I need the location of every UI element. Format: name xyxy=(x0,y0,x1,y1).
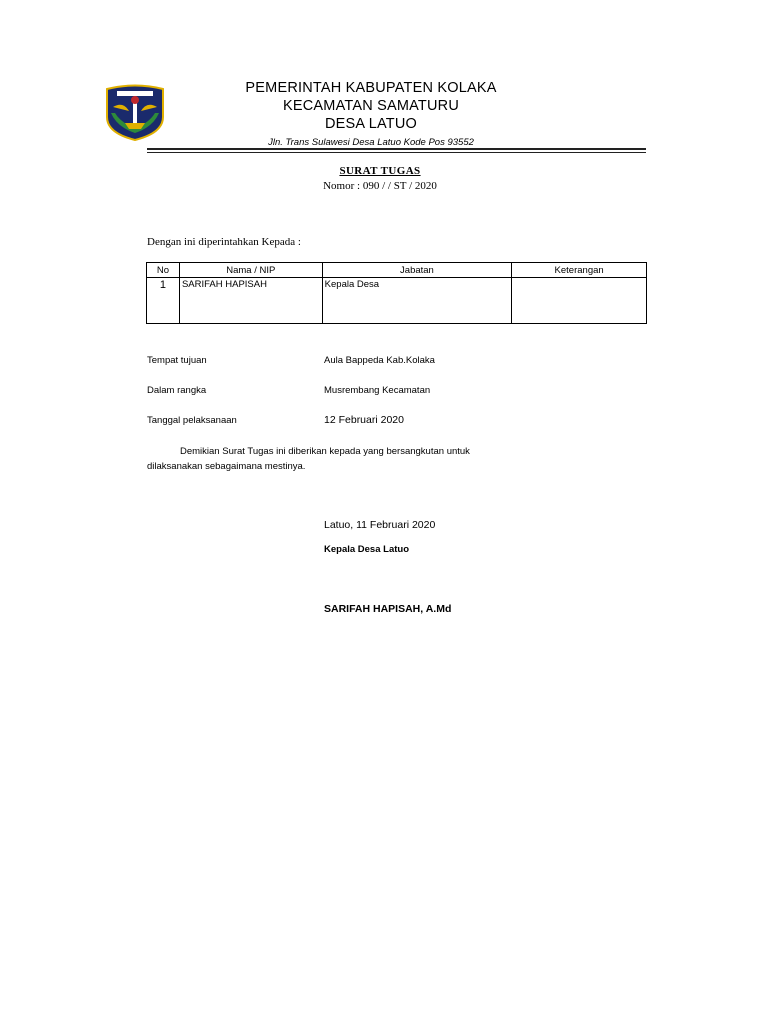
cell-no: 1 xyxy=(147,278,180,324)
detail-value-rangka: Musrembang Kecamatan xyxy=(324,385,431,396)
signature-place-date: Latuo, 11 Februari 2020 xyxy=(324,519,436,531)
kop-regency: PEMERINTAH KABUPATEN KOLAKA xyxy=(245,80,497,96)
intro-text: Dengan ini diperintahkan Kepada : xyxy=(147,236,301,248)
col-header-no: No xyxy=(147,263,180,278)
signature-position: Kepala Desa Latuo xyxy=(324,544,409,555)
assignee-table xyxy=(146,262,647,324)
col-header-nama: Nama / NIP xyxy=(179,263,322,278)
detail-value-tujuan: Aula Bappeda Kab.Kolaka xyxy=(324,355,435,366)
signature-name: SARIFAH HAPISAH, A.Md xyxy=(324,603,452,615)
detail-label-tanggal: Tanggal pelaksanaan xyxy=(147,415,237,426)
col-header-jabatan: Jabatan xyxy=(322,263,512,278)
closing-line-1: Demikian Surat Tugas ini diberikan kepada yang bersangkutan untuk xyxy=(180,446,470,457)
detail-value-tanggal: 12 Februari 2020 xyxy=(324,414,404,426)
kop-address: Jln. Trans Sulawesi Desa Latuo Kode Pos 93552 xyxy=(268,137,474,148)
detail-label-rangka: Dalam rangka xyxy=(147,385,207,396)
col-header-keterangan: Keterangan xyxy=(512,263,647,278)
closing-line-2: dilaksanakan sebagaimana mestinya. xyxy=(147,461,306,472)
cell-nama: SARIFAH HAPISAH xyxy=(179,278,322,324)
cell-keterangan xyxy=(512,278,647,324)
cell-jabatan: Kepala Desa xyxy=(322,278,512,324)
header-rule-thick xyxy=(147,148,646,150)
kop-district: KECAMATAN SAMATURU xyxy=(283,98,459,114)
header-rule-thin xyxy=(147,152,646,153)
document-title: SURAT TUGAS xyxy=(339,165,421,177)
table-header-row xyxy=(147,263,647,278)
detail-label-tujuan: Tempat tujuan xyxy=(147,355,207,366)
document-number: Nomor : 090 / / ST / 2020 xyxy=(323,180,437,192)
kop-village: DESA LATUO xyxy=(325,116,417,132)
regency-logo xyxy=(103,83,167,141)
table-row xyxy=(147,278,647,324)
